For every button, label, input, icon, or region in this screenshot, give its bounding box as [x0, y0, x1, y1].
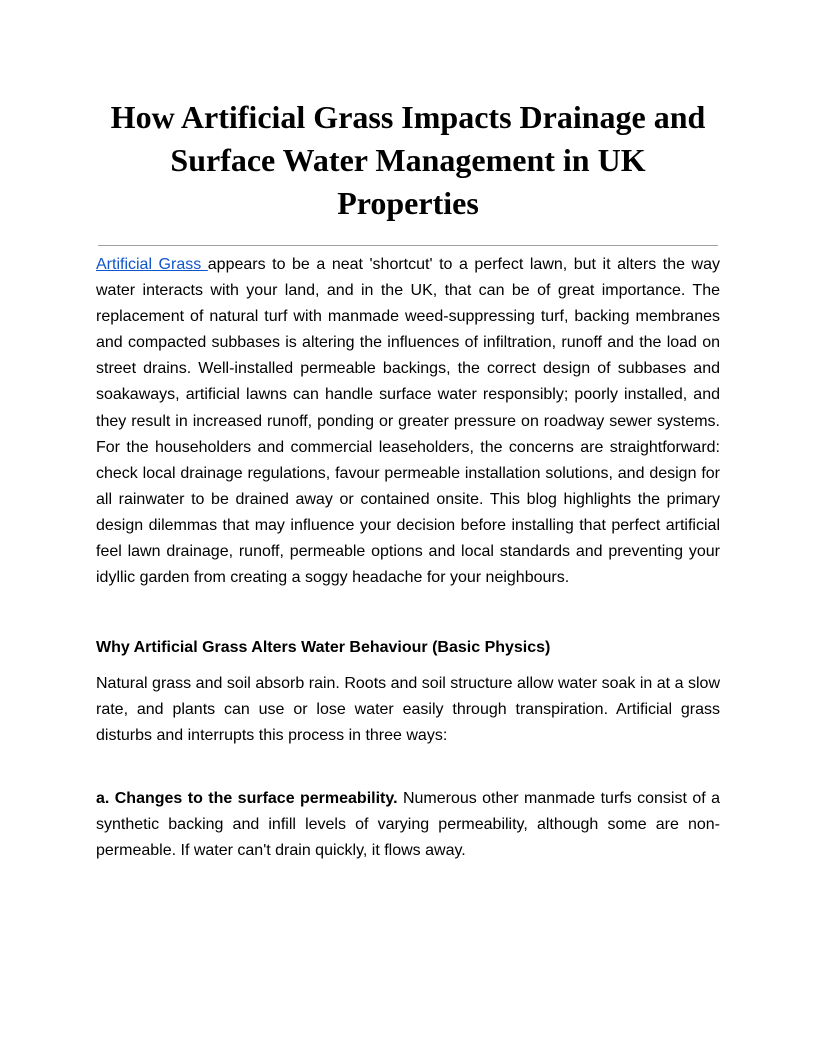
intro-paragraph: [96, 252, 720, 591]
point-a-lead: a. Changes to the surface permeability.: [96, 789, 398, 807]
artificial-grass-link[interactable]: Artificial Grass: [96, 256, 208, 273]
section-heading-water-behaviour: Why Artificial Grass Alters Water Behaviour (Basic Physics): [96, 639, 551, 657]
point-a-paragraph: [96, 786, 720, 864]
intro-text: appears to be a neat 'shortcut' to a perfect lawn, but it alters the way water interacts with your land, and in the UK, that can be of great importance. The replacement of natural turf with manmade weed-suppressing turf, backing membranes and compacted subbases is altering the influences of infiltration, runoff and the load on street drains. Well-installed permeable backings, the correct design of subbases and soakaways, artificial lawns can handle surface water responsibly; poorly installed, and they result in increased runoff, ponding or greater pressure on roadway sewer systems. For the householders and commercial leaseholders, the concerns are straightforward: check local drainage regulations, favour permeable installation solutions, and design for all rainwater to be drained away or contained onsite. This blog highlights the primary design dilemmas that may influence your decision before installing that perfect artificial feel lawn drainage, runoff, permeable options and local standards and preventing your idyllic garden from creating a soggy headache for your neighbours.: [96, 256, 721, 587]
section-paragraph-water-behaviour: Natural grass and soil absorb rain. Roots and soil structure allow water soak in at a slow rate, and plants can use or lose water easily through transpiration. Artificial grass disturbs and interrupts this process in three ways:: [96, 675, 720, 745]
title-divider: [98, 245, 718, 246]
document-page: [96, 96, 720, 864]
document-title: How Artificial Grass Impacts Drainage and Surface Water Management in UK Properties: [110, 99, 706, 221]
point-a-text: Numerous other manmade turfs consist of a synthetic backing and infill levels of varying permeability, although some are non-permeable. If water can't drain quickly, it flows away.: [96, 789, 720, 859]
